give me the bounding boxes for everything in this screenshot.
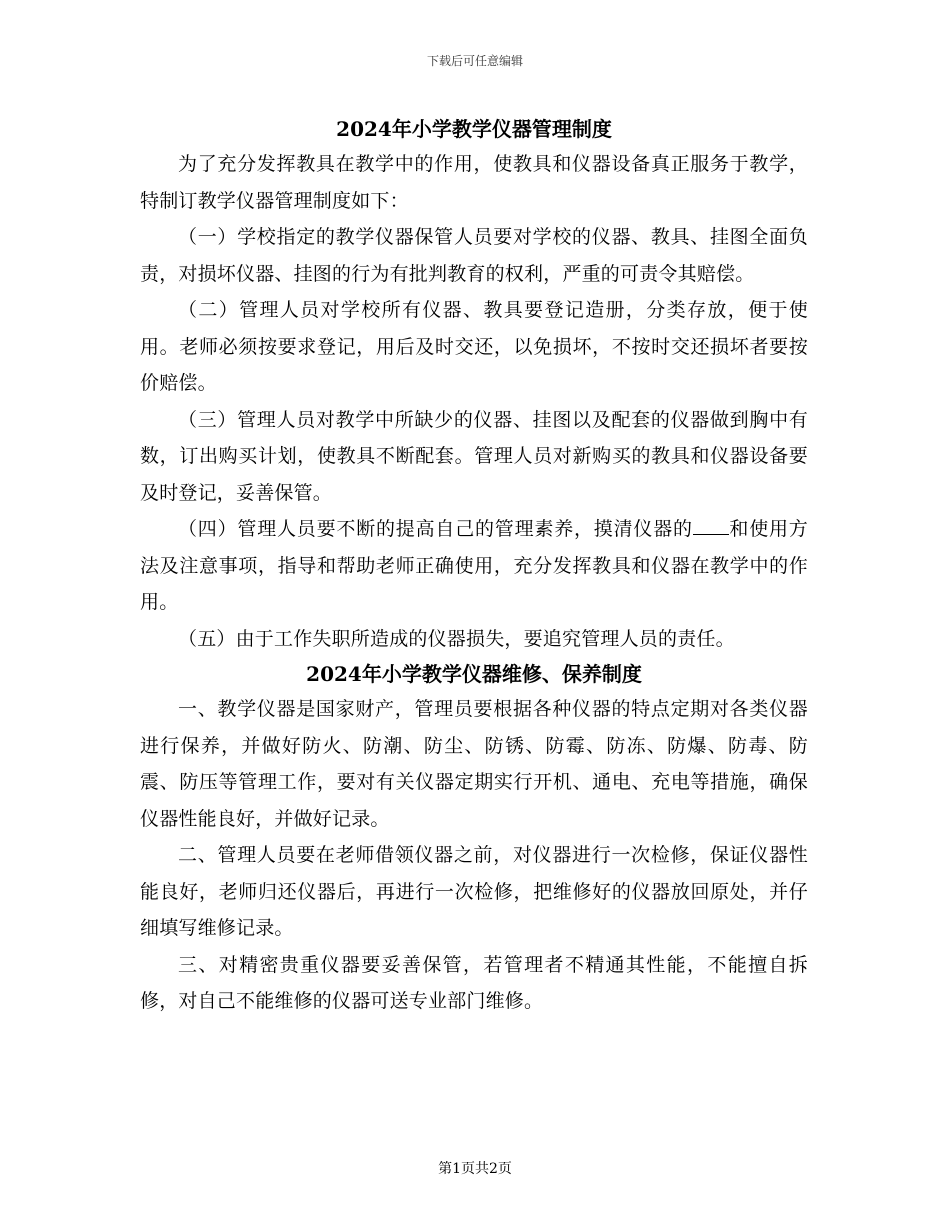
section1-item-4-part-1: （四）管理人员要不断的提高自己的管理素养，摸清仪器的 [178, 518, 693, 540]
section1-item-1: （一）学校指定的教学仪器保管人员要对学校的仪器、教具、挂图全面负责，对损坏仪器、挂图的行为有批判教育的权利，严重的可责令其赔偿。 [140, 226, 808, 285]
document-body [140, 112, 808, 1020]
section1-intro: 为了充分发挥教具在教学中的作用，使教具和仪器设备真正服务于教学，特制订教学仪器管理制度如下： [140, 153, 808, 212]
section1-title: 2024年小学教学仪器管理制度 [336, 117, 612, 141]
section2-item-3: 三、对精密贵重仪器要妥善保管，若管理者不精通其性能，不能擅自拆修，对自己不能维修的仪器可送专业部门维修。 [140, 953, 808, 1012]
section1-item-5: （五）由于工作失职所造成的仪器损失，要追究管理人员的责任。 [178, 627, 735, 650]
section1-item-2: （二）管理人员对学校所有仪器、教具要登记造册，分类存放，便于使用。老师必须按要求登记，用后及时交还，以免损坏，不按时交还损坏者要按价赔偿。 [140, 299, 808, 394]
page-number: 第1页共2页 [438, 1161, 512, 1177]
section1-item-4 [140, 511, 808, 621]
section2-item-1: 一、教学仪器是国家财产，管理员要根据各种仪器的特点定期对各类仪器进行保养，并做好防火、防潮、防尘、防锈、防霉、防冻、防爆、防毒、防震、防压等管理工作，要对有关仪器定期实行开机、通电、充电等措施，确保仪器性能良好，并做好记录。 [140, 698, 808, 830]
section1-item-4-part-2: 和使用方法及注意事项，指导和帮助老师正确使用，充分发挥教具和仪器在教学中的作用。 [140, 518, 808, 613]
section1-item-3: （三）管理人员对教学中所缺少的仪器、挂图以及配套的仪器做到胸中有数，订出购买计划，使教具不断配套。管理人员对新购买的教具和仪器设备要及时登记，妥善保管。 [140, 408, 808, 504]
section2-item-2: 二、管理人员要在老师借领仪器之前，对仪器进行一次检修，保证仪器性能良好，老师归还仪器后，再进行一次检修，把维修好的仪器放回原处，并仔细填写维修记录。 [140, 844, 808, 939]
section2-title: 2024年小学教学仪器维修、保养制度 [306, 662, 642, 686]
fill-in-blank [693, 518, 729, 535]
page-header-note: 下载后可任意编辑 [426, 54, 523, 68]
